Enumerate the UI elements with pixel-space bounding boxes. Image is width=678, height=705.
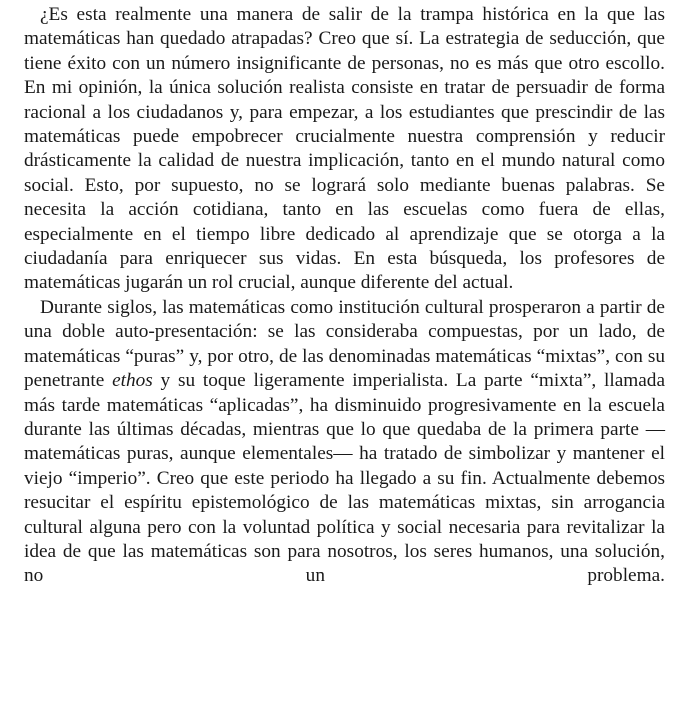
paragraph-2-text-end: y su toque ligeramente imperialista. La parte “mixta”, llamada más tarde matemáticas “aplicadas”, ha disminuido progresivamente en la escuela durante las últimas décadas, mientras que lo que quedaba de la primera parte —matemáticas puras, aunque elementales— ha tratado de simbolizar y mantener el viejo “imperio”. Creo que este periodo ha llegado a su fin. Actualmente debemos resucitar el espíritu epistemológico de las matemáticas mixtas, sin arrogancia cultural alguna pero con la voluntad política y social necesaria para revitalizar la idea de que las matemáticas son para nosotros, los seres humanos, una solución, no un problema. xyxy=(24,370,666,587)
document-page xyxy=(24,3,665,589)
paragraph-2 xyxy=(24,296,665,589)
paragraph-2-italic-term: ethos xyxy=(112,370,153,392)
paragraph-1: ¿Es esta realmente una manera de salir de la trampa histórica en la que las matemáticas han quedado atrapadas? Creo que sí. La estrategia de seducción, que tiene éxito con un número insignificante de personas, no es más que otro escollo. En mi opinión, la única solución realista consiste en tratar de persuadir de forma racional a los ciudadanos y, para empezar, a los estudiantes que prescindir de las matemáticas puede empobrecer crucialmente nuestra comprensión y reducir drásticamente la calidad de nuestra implicación, tanto en el mundo natural como social. Esto, por supuesto, no se logrará solo mediante buenas palabras. Se necesita la acción cotidiana, tanto en las escuelas como fuera de ellas, especialmente en el tiempo libre dedicado al aprendizaje que se otorga a la ciudadanía para enriquecer sus vidas. En esta búsqueda, los profesores de matemáticas jugarán un rol crucial, aunque diferente del actual. xyxy=(24,4,665,294)
paragraph-2-text-start: Durante siglos, las matemáticas como institución cultural prosperaron a partir de una doble auto-presentación: se las consideraba compuestas, por un lado, de matemáticas “puras” y, por otro, de las denominadas matemáticas “mixtas”, con su penetrante xyxy=(24,296,665,392)
